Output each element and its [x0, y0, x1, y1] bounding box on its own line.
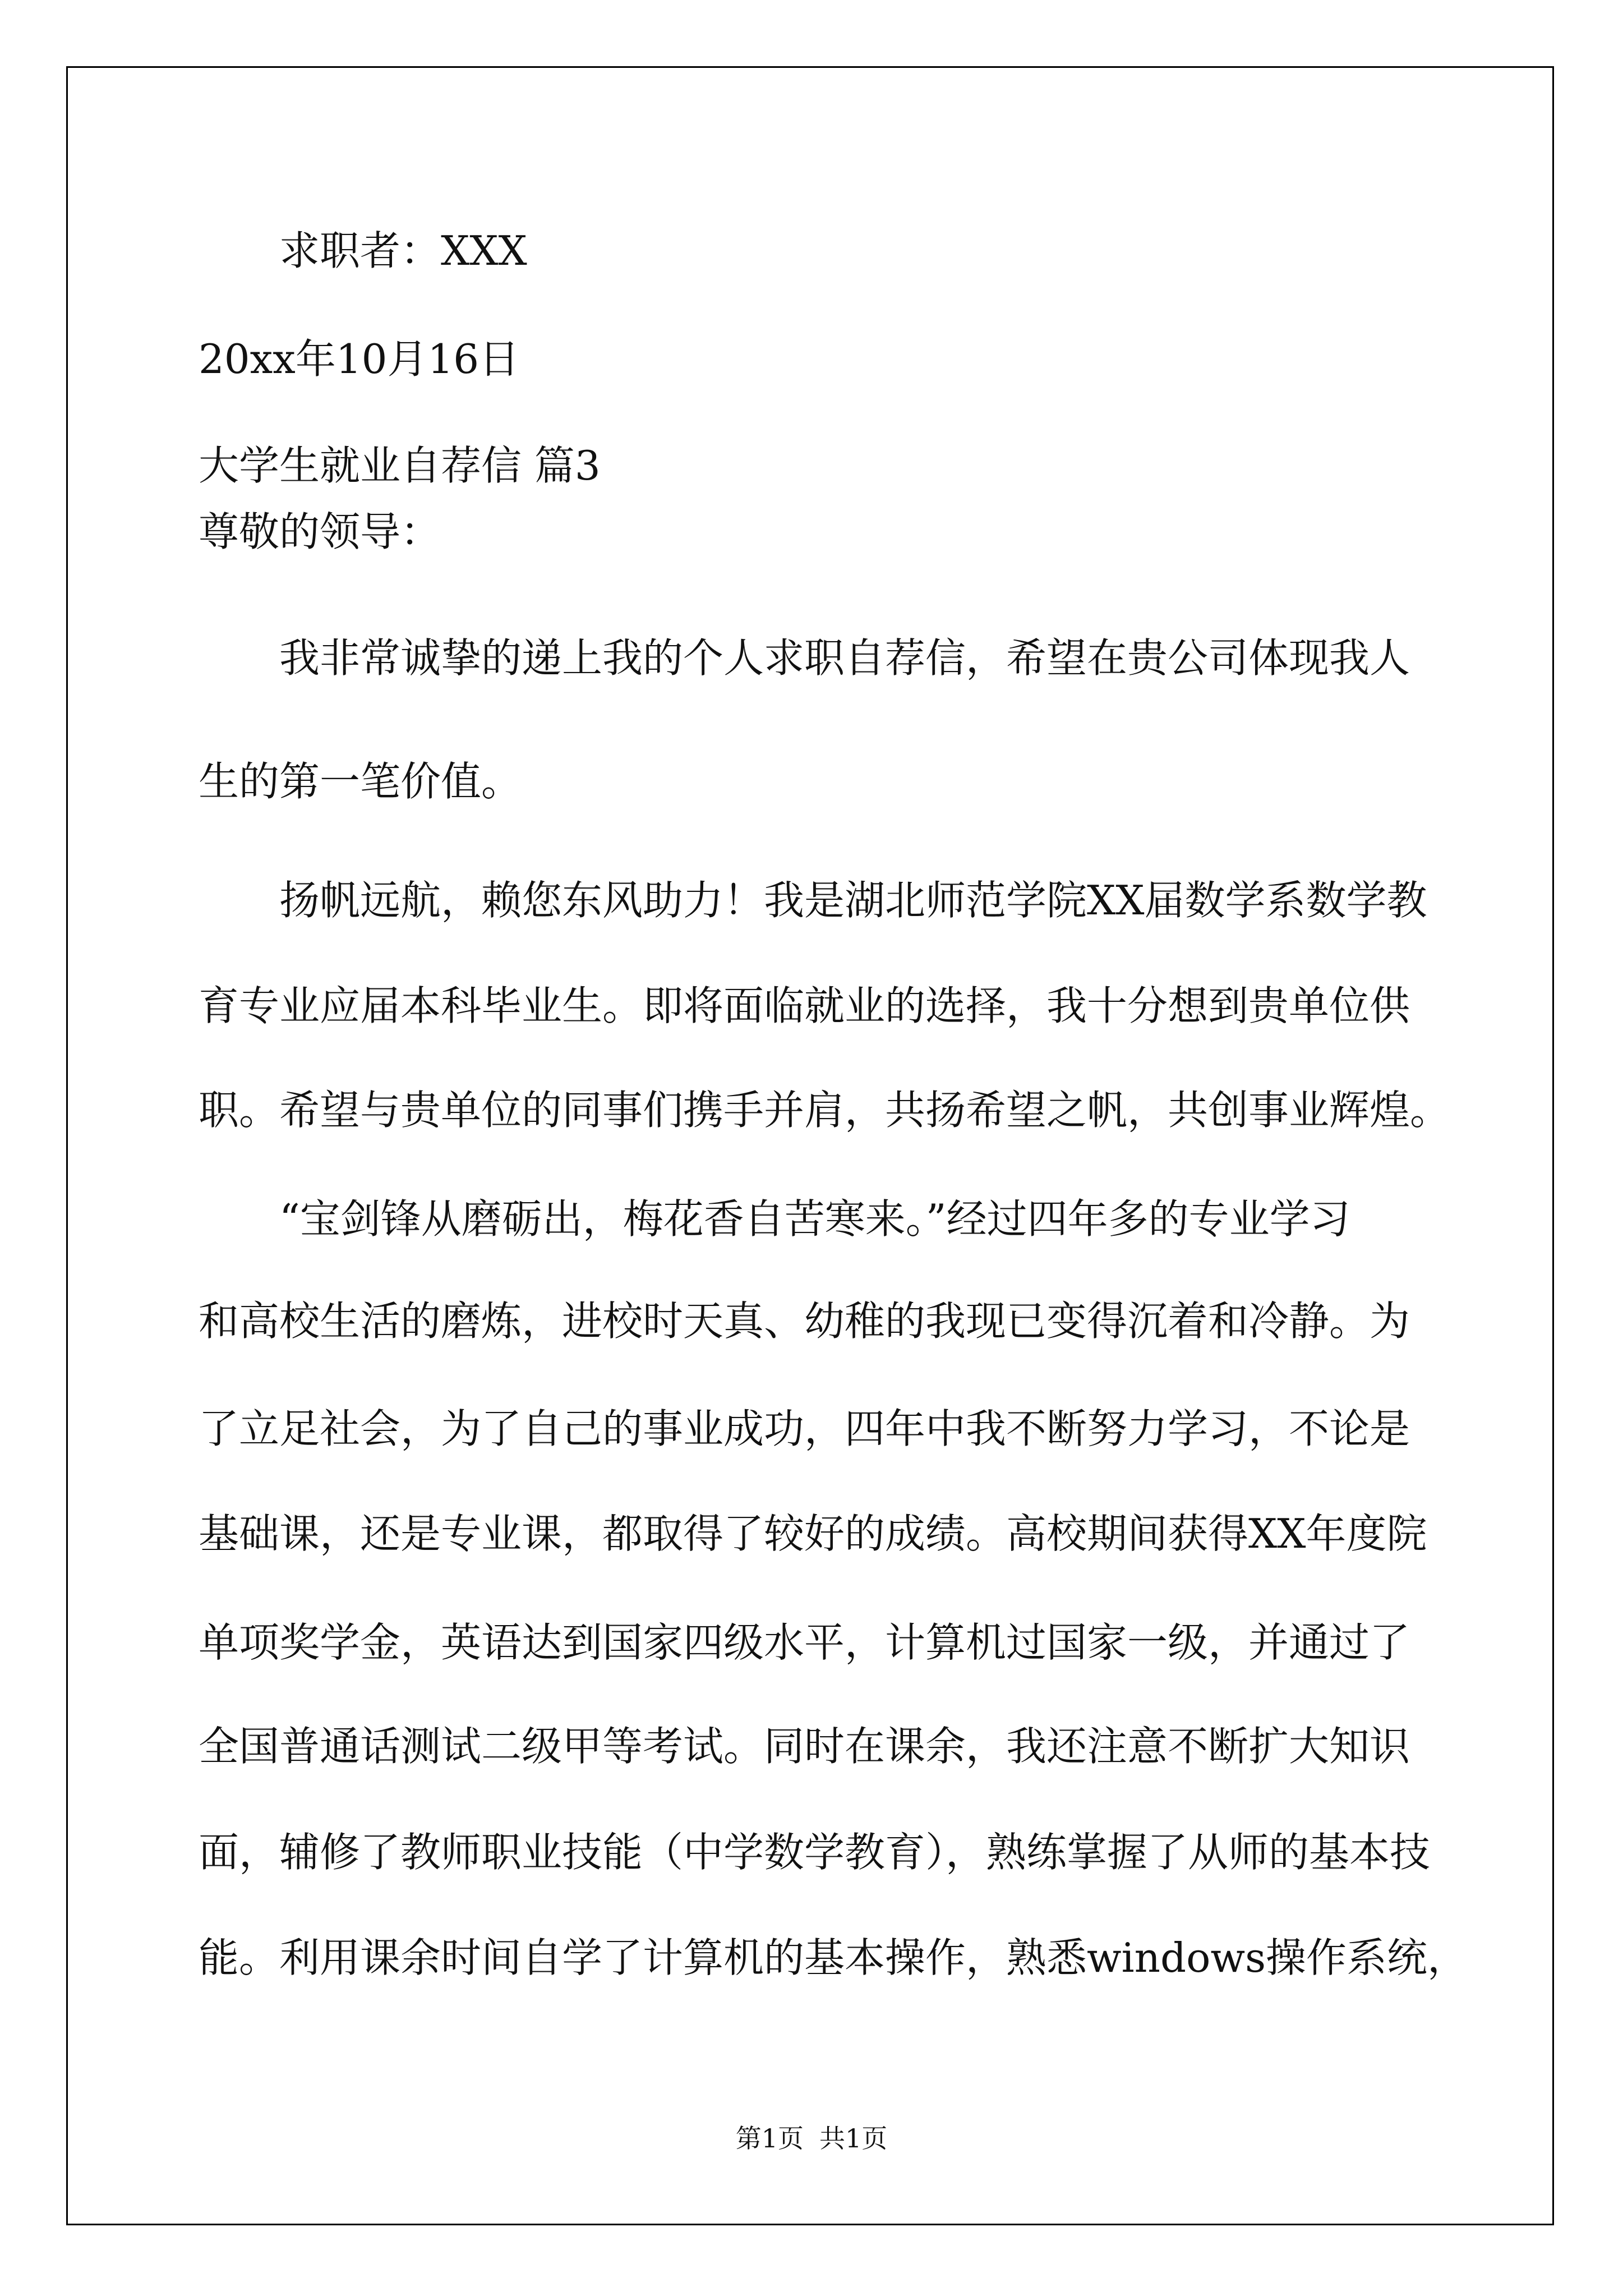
- body-line: 我非常诚挚的递上我的个人求职自荐信，希望在贵公司体现我人: [279, 634, 1410, 682]
- page-count: 共1页: [819, 2123, 888, 2154]
- body-line: 能。利用课余时间自学了计算机的基本操作，熟悉windows操作系统，: [199, 1934, 1468, 1981]
- body-line: 育专业应届本科毕业生。即将面临就业的选择，我十分想到贵单位供: [199, 982, 1410, 1029]
- body-line: 职。希望与贵单位的同事们携手并肩，共扬希望之帆，共创事业辉煌。: [199, 1087, 1451, 1134]
- body-line: 和高校生活的磨炼，进校时天真、幼稚的我现已变得沉着和冷静。为: [199, 1297, 1410, 1345]
- page-border: [66, 66, 1554, 2225]
- body-line: 扬帆远航，赖您东风助力！我是湖北师范学院XX届数学系数学教: [279, 877, 1427, 924]
- signature-line: 求职者：XXX: [279, 227, 527, 274]
- salutation: 尊敬的领导：: [199, 508, 441, 555]
- letter-heading: 大学生就业自荐信 篇3: [199, 442, 601, 489]
- body-line: 全国普通话测试二级甲等考试。同时在课余，我还注意不断扩大知识: [199, 1723, 1410, 1770]
- body-line: “宝剑锋从磨砺出，梅花香自苦寒来。”经过四年多的专业学习: [279, 1195, 1350, 1243]
- body-line: 基础课，还是专业课，都取得了较好的成绩。高校期间获得XX年度院: [199, 1510, 1427, 1557]
- page-number: 第1页: [735, 2123, 804, 2154]
- body-line: 面，辅修了教师职业技能（中学数学教育），熟练掌握了从师的基本技: [199, 1829, 1431, 1876]
- body-line: 生的第一笔价值。: [199, 758, 522, 805]
- body-line: 单项奖学金，英语达到国家四级水平，计算机过国家一级，并通过了: [199, 1619, 1410, 1666]
- body-line: 了立足社会，为了自己的事业成功，四年中我不断努力学习，不论是: [199, 1405, 1410, 1452]
- letter-date: 20xx年10月16日: [199, 335, 520, 383]
- page-footer: [0, 2122, 1623, 2155]
